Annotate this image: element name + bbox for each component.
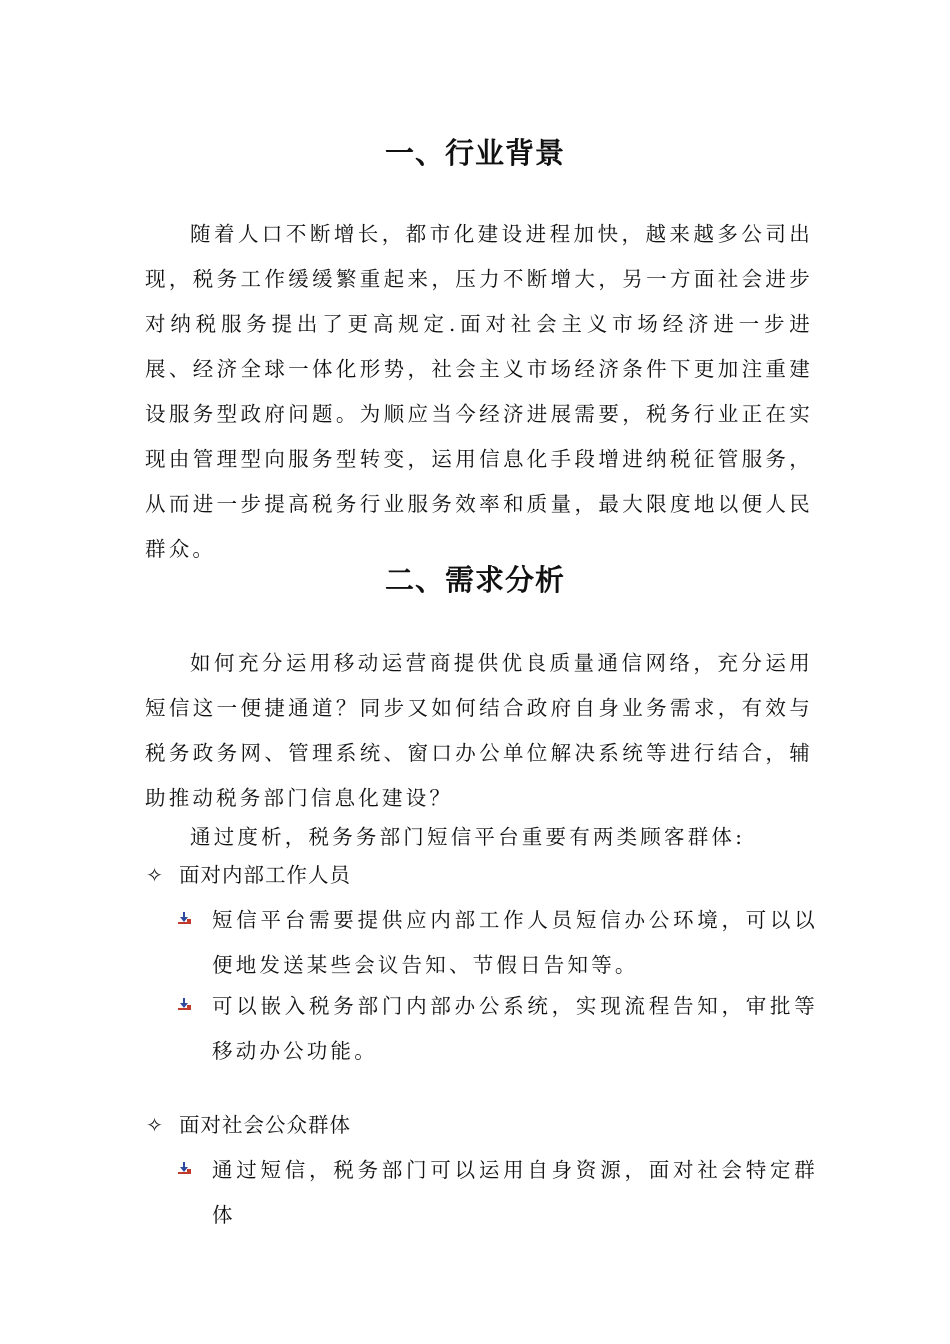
section-heading-background: 一、行业背景	[384, 136, 565, 170]
group-title: 面对内部工作人员	[179, 863, 351, 887]
arrow-bullet-icon	[178, 997, 192, 1011]
diamond-star-icon: ✧	[146, 863, 164, 887]
list-item	[178, 898, 818, 988]
list-item-text: 通过短信，税务部门可以运用自身资源，面对社会特定群体	[212, 1158, 818, 1227]
list-item	[178, 984, 818, 1074]
list-item-text: 可以嵌入税务部门内部办公系统，实现流程告知，审批等移动办公功能。	[212, 994, 818, 1063]
section-heading-requirements: 二、需求分析	[384, 563, 565, 597]
arrow-bullet-icon	[178, 1161, 192, 1175]
list-item	[178, 1148, 818, 1238]
diamond-star-icon: ✧	[146, 1113, 164, 1137]
group-title: 面对社会公众群体	[179, 1113, 351, 1137]
group-internal-staff	[145, 860, 845, 890]
list-item-text: 短信平台需要提供应内部工作人员短信办公环境，可以以便地发送某些会议告知、节假日告知等。	[212, 908, 818, 977]
arrow-bullet-icon	[178, 911, 192, 925]
paragraph-requirements-analysis: 通过度析，税务务部门短信平台重要有两类顾客群体:	[190, 825, 746, 849]
group-public	[145, 1110, 845, 1140]
paragraph-background: 随着人口不断增长，都市化建设进程加快，越来越多公司出现，税务工作缓缓繁重起来，压力不断增大，另一方面社会进步对纳税服务提出了更高规定.面对社会主义市场经济进一步进展、经济全球一体化形势，社会主义市场经济条件下更加注重建设服务型政府问题。为顺应当今经济进展需要，税务行业正在实现由管理型向服务型转变，运用信息化手段增进纳税征管服务，从而进一步提高税务行业服务效率和质量，最大限度地以便人民群众。	[145, 222, 813, 561]
paragraph-requirements-intro: 如何充分运用移动运营商提供优良质量通信网络，充分运用短信这一便捷通道？同步又如何结合政府自身业务需求，有效与税务政务网、管理系统、窗口办公单位解决系统等进行结合，辅助推动税务部门信息化建设？	[145, 651, 813, 810]
